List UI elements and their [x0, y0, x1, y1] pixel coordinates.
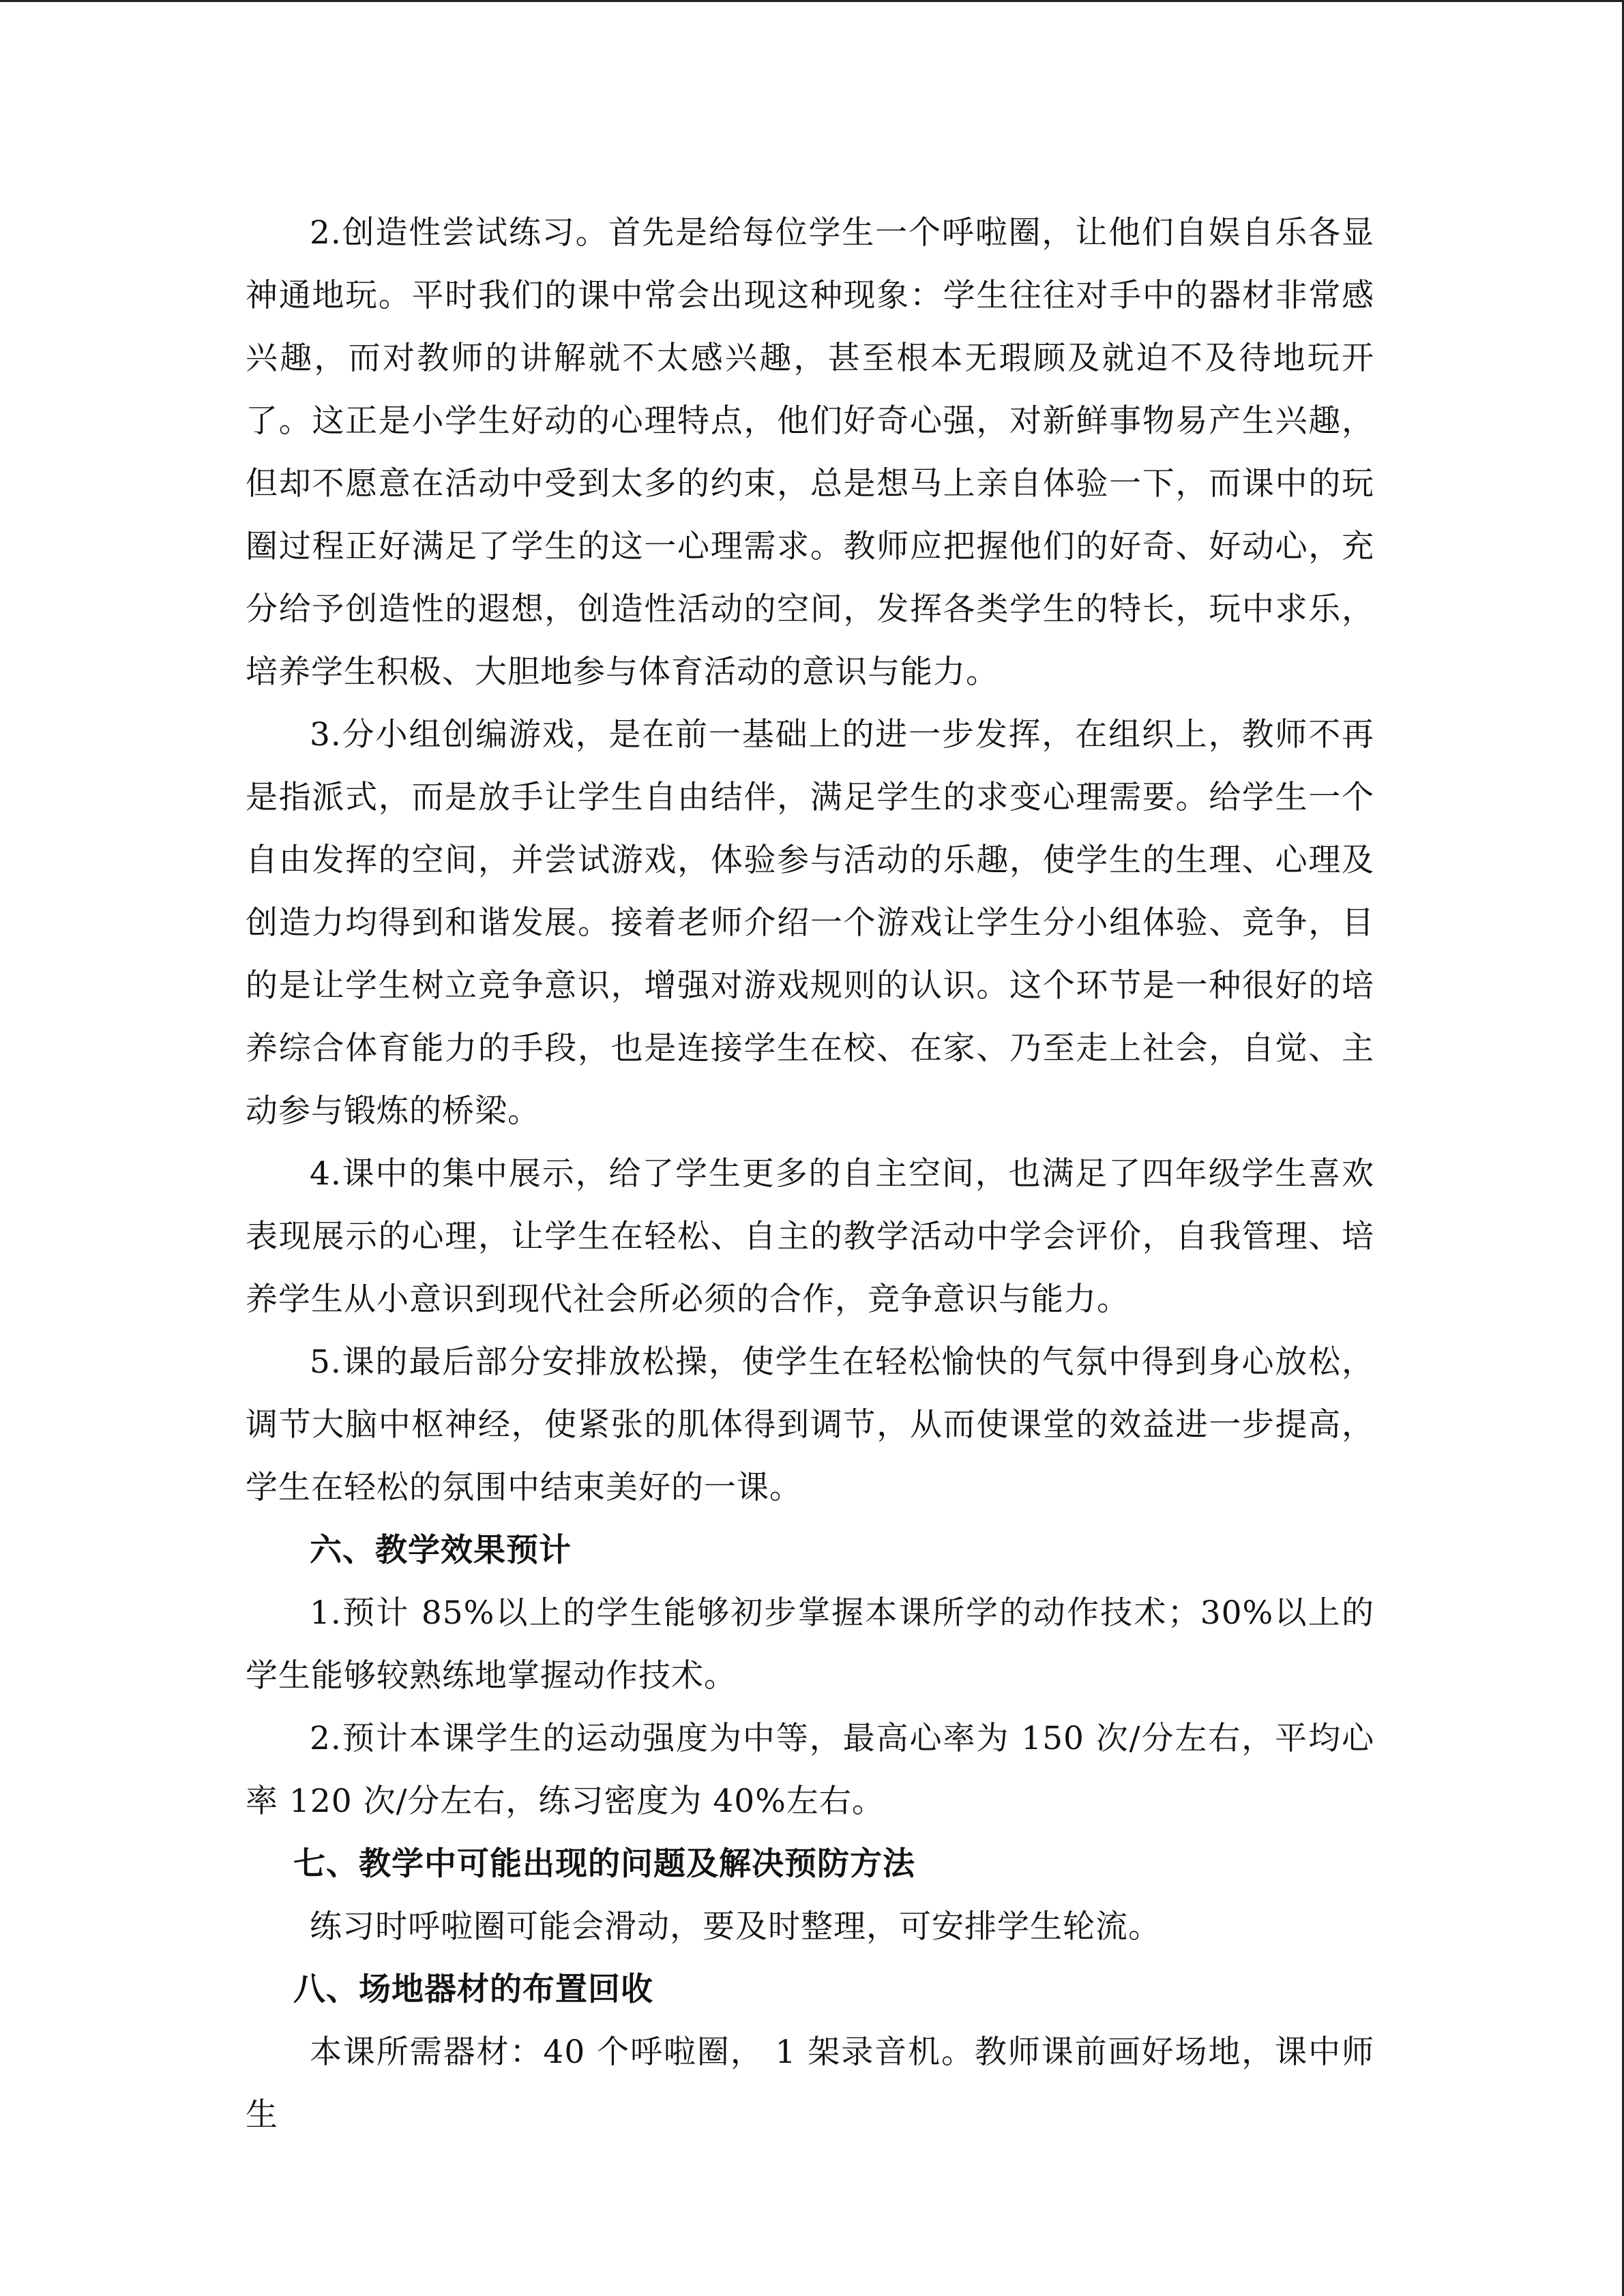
paragraph-creative-practice: 2.创造性尝试练习。首先是给每位学生一个呼啦圈，让他们自娱自乐各显神通地玩。平时我们的课中常会出现这种现象：学生往往对手中的器材非常感兴趣，而对教师的讲解就不太感兴趣，甚至根本无瑕顾及就迫不及待地玩开了。这正是小学生好动的心理特点，他们好奇心强，对新鲜事物易产生兴趣，但却不愿意在活动中受到太多的约束，总是想马上亲自体验一下，而课中的玩圈过程正好满足了学生的这一心理需求。教师应把握他们的好奇、好动心，充分给予创造性的遐想，创造性活动的空间，发挥各类学生的特长，玩中求乐，培养学生积极、大胆地参与体育活动的意识与能力。 [246, 214, 1374, 691]
paragraph-cooldown: 5.课的最后部分安排放松操，使学生在轻松愉快的气氛中得到身心放松，调节大脑中枢神经，使紧张的肌体得到调节，从而使课堂的效益进一步提高，学生在轻松的氛围中结束美好的一课。 [246, 1343, 1374, 1506]
paragraph-equipment-body: 本课所需器材：40 个呼啦圈， 1 架录音机。教师课前画好场地，课中师生 [246, 2033, 1374, 2134]
paragraph-showcase: 4.课中的集中展示，给了学生更多的自主空间，也满足了四年级学生喜欢表现展示的心理，让学生在轻松、自主的教学活动中学会评价，自我管理、培养学生从小意识到现代社会所必须的合作，竞争意识与能力。 [246, 1155, 1374, 1318]
paragraph-effect-item-1: 1.预计 85%以上的学生能够初步掌握本课所学的动作技术；30%以上的学生能够较熟练地掌握动作技术。 [246, 1594, 1374, 1695]
heading-teaching-effect: 六、教学效果预计 [310, 1532, 572, 1569]
heading-equipment-layout: 八、场地器材的布置回收 [293, 1971, 653, 2008]
paragraph-effect-item-2: 2.预计本课学生的运动强度为中等，最高心率为 150 次/分左右，平均心率 120 次/分左右，练习密度为 40%左右。 [246, 1720, 1374, 1820]
paragraph-group-games: 3.分小组创编游戏，是在前一基础上的进一步发挥，在组织上，教师不再是指派式，而是放手让学生自由结伴，满足学生的求变心理需要。给学生一个自由发挥的空间，并尝试游戏，体验参与活动的乐趣，使学生的生理、心理及创造力均得到和谐发展。接着老师介绍一个游戏让学生分小组体验、竞争，目的是让学生树立竞争意识，增强对游戏规则的认识。这个环节是一种很好的培养综合体育能力的手段，也是连接学生在校、在家、乃至走上社会，自觉、主动参与锻炼的桥梁。 [246, 716, 1374, 1130]
heading-problems-solutions: 七、教学中可能出现的问题及解决预防方法 [293, 1845, 915, 1883]
paragraph-problems-body: 练习时呼啦圈可能会滑动，要及时整理，可安排学生轮流。 [310, 1908, 1161, 1945]
page-top-border [0, 0, 1624, 2]
document-body [246, 202, 1374, 2147]
